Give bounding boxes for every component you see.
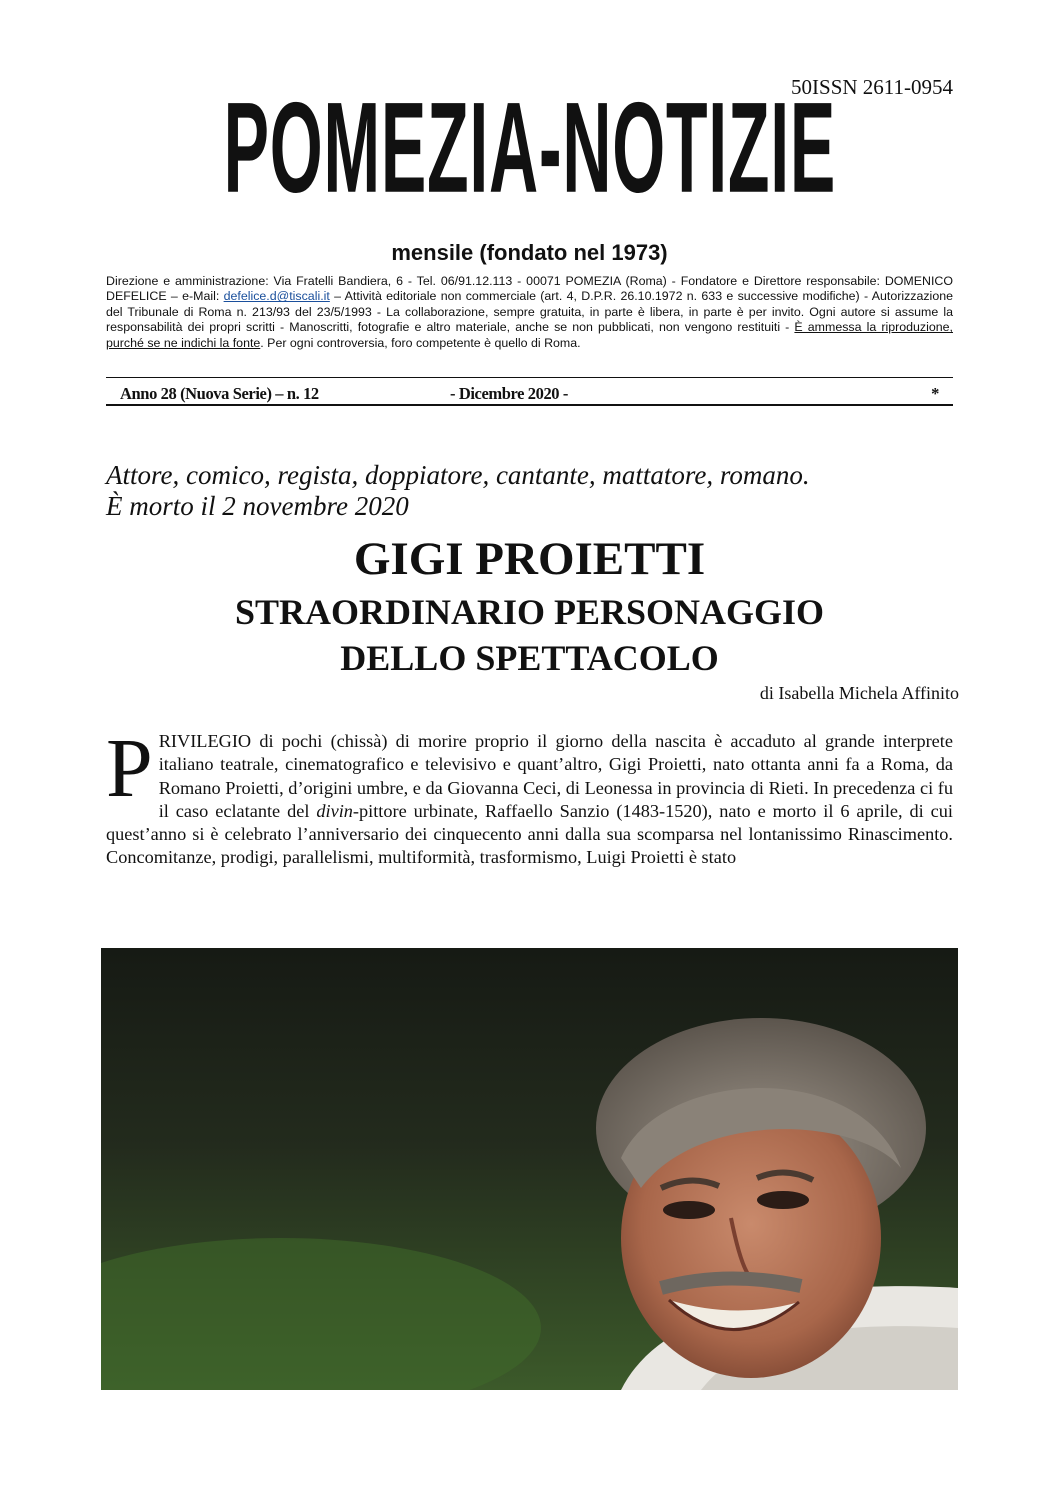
admin-text-3: . Per ogni controversia, foro competente è quello di Roma. bbox=[260, 335, 581, 350]
email-link[interactable]: defelice.d@tiscali.it bbox=[223, 289, 330, 304]
kicker-line-1: Attore, comico, regista, doppiatore, cantante, mattatore, romano. bbox=[106, 460, 810, 490]
kicker-line-2: È morto il 2 novembre 2020 bbox=[106, 491, 409, 521]
reproduction-notice: È ammessa la riproduzione, purché se ne indichi la fonte bbox=[106, 320, 953, 350]
issue-bar bbox=[106, 377, 953, 406]
masthead bbox=[0, 77, 1059, 220]
body-text-2: -pittore urbinate, Raffaello Sanzio (1483-1520), nato e morto il 6 aprile, di cui quest’anno si è celebrato l’anniversario dei cinquecento anni dalla sua scomparsa nel lontanissimo Rinascimento. Concomitanze, prodigi, parallelismi, multiformità, trasformismo, Luigi Proietti è stato bbox=[106, 800, 953, 868]
article-headline: GIGI PROIETTI bbox=[353, 533, 706, 585]
publication-subtitle: mensile (fondato nel 1973) bbox=[391, 240, 668, 265]
body-italic: divin bbox=[316, 800, 353, 821]
article-subhead-2: DELLO SPETTACOLO bbox=[340, 638, 719, 678]
issue-date: - Dicembre 2020 - bbox=[450, 384, 568, 403]
masthead-title: POMEZIA-NOTIZIE bbox=[223, 77, 836, 220]
issn-number: 50ISSN 2611-0954 bbox=[791, 75, 953, 99]
administration-notice bbox=[106, 274, 953, 351]
issue-star: * bbox=[931, 384, 939, 403]
portrait-photo bbox=[101, 948, 958, 1390]
drop-cap: P bbox=[106, 722, 153, 815]
portrait-illustration bbox=[101, 948, 958, 1390]
article-subhead-1: STRAORDINARIO PERSONAGGIO bbox=[234, 592, 825, 632]
article-byline: di Isabella Michela Affinito bbox=[759, 683, 959, 703]
article-kicker bbox=[106, 460, 966, 522]
body-text-1: RIVILEGIO di pochi (chissà) di morire proprio il giorno della nascita è accaduto al grande interprete italiano teatrale, cinematografico e televisivo e quant’altro, Gigi Proietti, nato ottanta anni fa a Roma, da Romano Proietti, d’origini umbre, e da Giovanna Ceci, di Leonessa in provincia di Rieti. In precedenza ci fu il caso eclatante del bbox=[158, 731, 953, 821]
admin-text-2: – Attività editoriale non commerciale (art. 4, D.P.R. 26.10.1972 n. 633 e successive modifiche) - Autorizzazione del Tribunale di Roma n. 213/93 del 23/5/1993 - La collaborazione, sempre gratuita, in parte è libera, in parte è per invito. Ogni autore si assume la responsabilità dei propri scritti - Manoscritti, fotografie e altro materiale, anche se non pubblicati, non vengono restituiti - bbox=[106, 289, 953, 335]
issue-number: Anno 28 (Nuova Serie) – n. 12 bbox=[120, 384, 319, 403]
admin-text-1: Direzione e amministrazione: Via Fratelli Bandiera, 6 - Tel. 06/91.12.113 - 00071 POMEZIA (Roma) - Fondatore e Direttore responsabile: DOMENICO DEFELICE – e-Mail: bbox=[106, 274, 953, 304]
article-body bbox=[106, 722, 953, 870]
